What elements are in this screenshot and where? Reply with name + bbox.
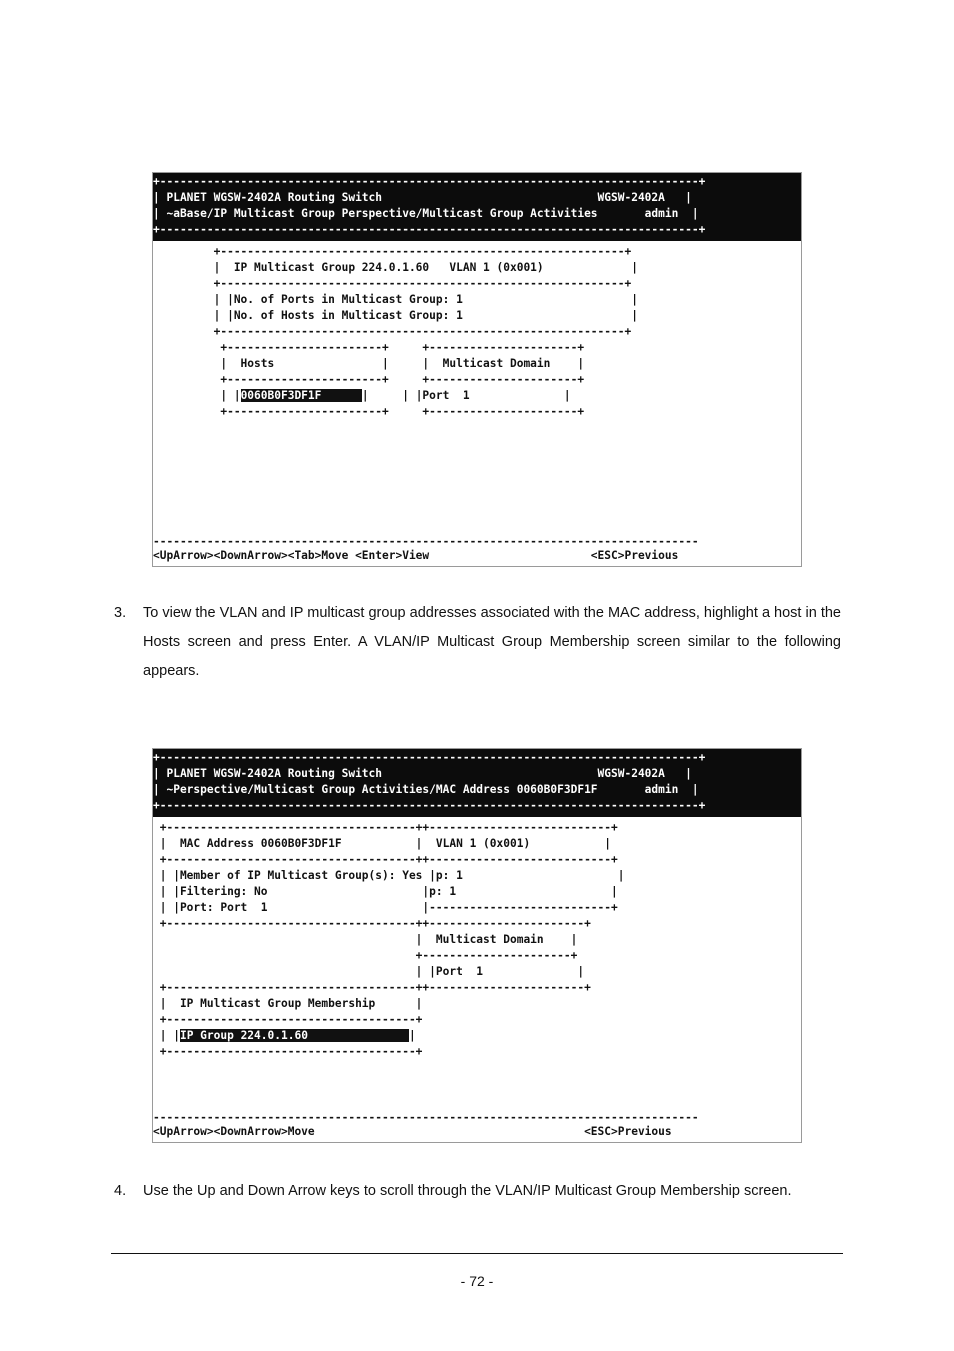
header-border-top: +--------------------------------------------------------------------------------+ <box>153 751 706 764</box>
filtering-line: | |Filtering: No |p: 1 | <box>153 885 618 898</box>
terminal-header <box>153 173 801 241</box>
multicast-domain-port: | |Port 1 | <box>153 965 585 978</box>
membership-header: | IP Multicast Group Membership | <box>153 997 423 1010</box>
sub-box-border: +-----------------------+ +----------------------+ <box>153 373 585 386</box>
ports-count-line: | |No. of Ports in Multicast Group: 1 | <box>153 293 638 306</box>
header-border-bottom: +--------------------------------------------------------------------------------+ <box>153 799 706 812</box>
header-border-bottom: +--------------------------------------------------------------------------------+ <box>153 223 706 236</box>
membership-row-suffix: | <box>408 1029 416 1042</box>
sub-box-headers: | Hosts | | Multicast Domain | <box>153 357 585 370</box>
terminal-screenshot-group-membership <box>152 748 802 1143</box>
header-breadcrumb-line: | ~aBase/IP Multicast Group Perspective/Multicast Group Activities admin | <box>153 207 699 220</box>
step-4-paragraph <box>114 1177 841 1206</box>
host-row-suffix: | | |Port 1 | <box>361 389 571 402</box>
box-border: +----------------------+ <box>153 949 578 962</box>
footer-divider <box>111 1253 843 1254</box>
box-border: +-------------------------------------+ <box>153 1013 423 1026</box>
host-selected-item[interactable]: 0060B0F3DF1F <box>240 389 362 402</box>
step-3-paragraph <box>114 599 841 686</box>
footer-key-hints: <UpArrow><DownArrow>Move <ESC>Previous <box>153 1125 672 1138</box>
host-row <box>153 389 571 403</box>
multicast-domain-header: | Multicast Domain | <box>153 933 578 946</box>
header-title-line: | PLANET WGSW-2402A Routing Switch WGSW-2402A | <box>153 191 692 204</box>
step-number: 4. <box>114 1183 127 1199</box>
footer-border: --------------------------------------------------------------------------------- <box>153 535 699 548</box>
header-title-line: | PLANET WGSW-2402A Routing Switch WGSW-2402A | <box>153 767 692 780</box>
sub-box-border: +-----------------------+ +----------------------+ <box>153 341 585 354</box>
terminal-header <box>153 749 801 817</box>
hosts-count-line: | |No. of Hosts in Multicast Group: 1 | <box>153 309 638 322</box>
sub-box-border: +-----------------------+ +----------------------+ <box>153 405 585 418</box>
mac-vlan-line: | MAC Address 0060B0F3DF1F | VLAN 1 (0x001) | <box>153 837 612 850</box>
header-breadcrumb-line: | ~Perspective/Multicast Group Activities/MAC Address 0060B0F3DF1F admin | <box>153 783 699 796</box>
box-border: +-------------------------------------++-----------------------+ <box>153 917 591 930</box>
page-number: - 72 - <box>460 1273 494 1289</box>
step-text: Use the Up and Down Arrow keys to scroll through the VLAN/IP Multicast Group Membership screen. <box>143 1183 792 1199</box>
member-line: | |Member of IP Multicast Group(s): Yes |p: 1 | <box>153 869 625 882</box>
box-border: +------------------------------------------------------------+ <box>153 325 632 338</box>
box-border: +-------------------------------------++---------------------------+ <box>153 853 618 866</box>
box-border: +-------------------------------------++-----------------------+ <box>153 981 591 994</box>
group-info-line: | IP Multicast Group 224.0.1.60 VLAN 1 (0x001) | <box>153 261 638 274</box>
terminal-screenshot-multicast-group-activities <box>152 172 802 567</box>
box-border: +------------------------------------------------------------+ <box>153 277 632 290</box>
ip-group-selected-item[interactable]: IP Group 224.0.1.60 <box>179 1029 409 1042</box>
header-border-top: +--------------------------------------------------------------------------------+ <box>153 175 706 188</box>
port-line: | |Port: Port 1 |---------------------------+ <box>153 901 618 914</box>
step-text: To view the VLAN and IP multicast group addresses associated with the MAC address, highlight a host in the Hosts screen and press Enter. A VLAN/IP Multicast Group Membership screen similar to the following appears. <box>143 605 841 679</box>
membership-row <box>153 1029 416 1043</box>
footer-key-hints: <UpArrow><DownArrow><Tab>Move <Enter>View <ESC>Previous <box>153 549 679 562</box>
host-row-prefix: | | <box>153 389 241 402</box>
footer-border: --------------------------------------------------------------------------------- <box>153 1111 699 1124</box>
box-border: +-------------------------------------+ <box>153 1045 423 1058</box>
box-border: +-------------------------------------++---------------------------+ <box>153 821 618 834</box>
step-number: 3. <box>114 605 127 621</box>
membership-row-prefix: | | <box>153 1029 180 1042</box>
box-border: +------------------------------------------------------------+ <box>153 245 632 258</box>
